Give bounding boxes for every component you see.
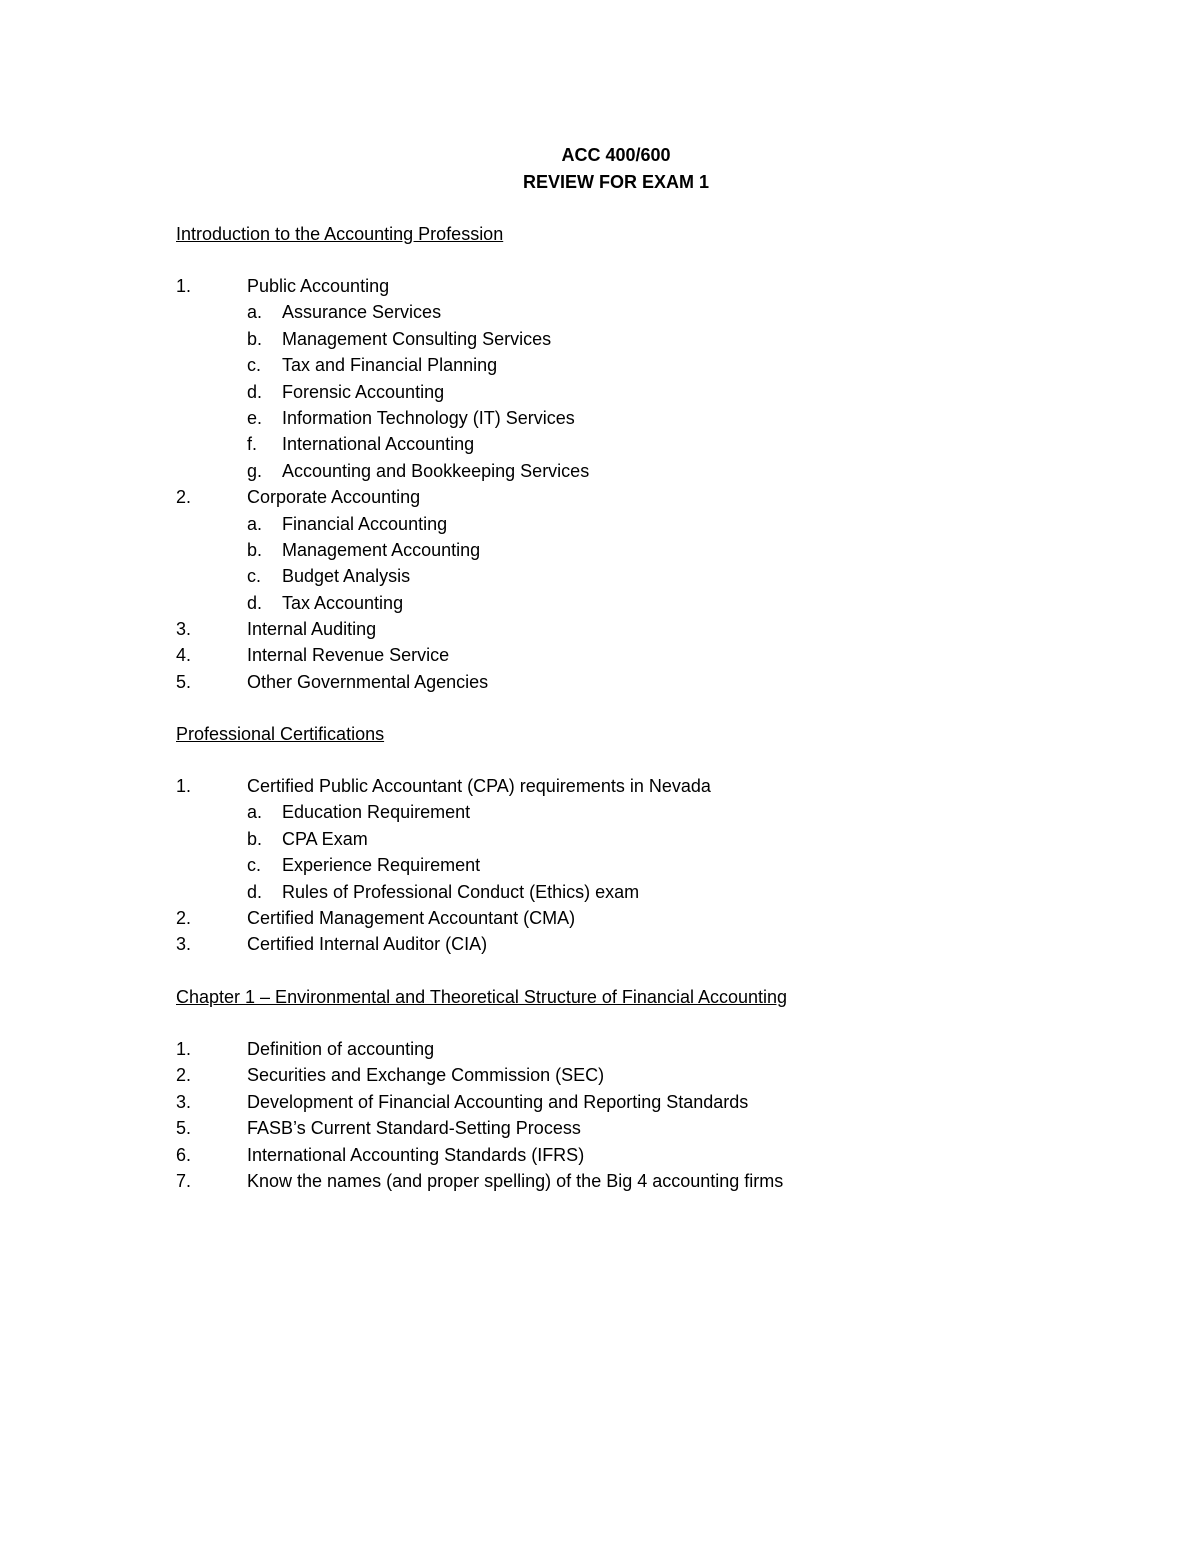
list-item-number: 1. xyxy=(176,276,192,296)
sub-list-item xyxy=(176,352,503,378)
section-chapter-1 xyxy=(176,984,787,1194)
sub-list-item xyxy=(176,852,481,878)
section-intro-accounting-profession xyxy=(176,221,590,695)
sub-list-item xyxy=(176,563,503,589)
sub-list-item-text: Rules of Professional Conduct (Ethics) exam xyxy=(282,881,640,902)
list-item xyxy=(176,484,503,510)
list-item xyxy=(176,1115,787,1141)
sub-list-item-letter: c. xyxy=(247,566,262,587)
sub-list-item-letter: a. xyxy=(247,513,263,534)
sub-list-item-text: CPA Exam xyxy=(282,828,368,849)
sub-list-item xyxy=(176,431,503,457)
sub-list-item xyxy=(176,826,384,852)
sub-list-item-text: Management Consulting Services xyxy=(282,328,552,349)
list-item-number: 1. xyxy=(176,1039,192,1059)
numbered-list xyxy=(176,773,711,958)
sub-list-item-text: Forensic Accounting xyxy=(282,381,445,402)
document-subtitle: REVIEW FOR EXAM 1 xyxy=(522,172,710,192)
sub-list-item xyxy=(176,537,503,563)
sub-list-item-letter: b. xyxy=(247,828,263,849)
list-item-number: 5. xyxy=(176,671,192,692)
sub-list-item-text: Tax and Financial Planning xyxy=(282,355,498,376)
list-item-number: 2. xyxy=(176,1065,192,1086)
list-item-text: Securities and Exchange Commission (SEC) xyxy=(247,1065,605,1086)
sub-list-item xyxy=(176,379,503,405)
sub-list-item xyxy=(176,879,640,905)
sub-list-item-text: Assurance Services xyxy=(282,302,442,323)
list-item xyxy=(176,273,503,299)
list-item-text: Other Governmental Agencies xyxy=(247,671,489,692)
list-item-text: Definition of accounting xyxy=(247,1039,435,1059)
sub-list-item-letter: d. xyxy=(247,881,263,902)
section-heading: Introduction to the Accounting Profession xyxy=(176,224,504,244)
list-item-text: International Accounting Standards (IFRS) xyxy=(247,1144,585,1165)
list-item xyxy=(176,642,503,668)
sub-list-item-letter: a. xyxy=(247,802,263,823)
section-professional-certifications xyxy=(176,721,711,958)
list-item-number: 2. xyxy=(176,487,192,508)
sub-list-item-text: Experience Requirement xyxy=(282,855,481,876)
list-item-text: Know the names (and proper spelling) of the Big 4 accounting firms xyxy=(247,1170,784,1191)
list-item xyxy=(176,616,503,642)
list-item-number: 6. xyxy=(176,1144,192,1165)
list-item xyxy=(176,931,488,957)
list-item-number: 7. xyxy=(176,1170,192,1191)
document-title-block xyxy=(0,142,1200,196)
sub-list-item-text: Education Requirement xyxy=(282,802,471,823)
numbered-list xyxy=(176,273,590,695)
sub-list-item-text: International Accounting xyxy=(282,434,475,455)
list-item xyxy=(176,1089,787,1115)
list-item-text: Internal Auditing xyxy=(247,619,377,640)
sub-list-item xyxy=(176,511,503,537)
section-heading: Chapter 1 – Environmental and Theoretical Structure of Financial Accounting xyxy=(176,987,788,1007)
sub-list-item-text: Accounting and Bookkeeping Services xyxy=(282,460,590,481)
sub-list-item-text: Information Technology (IT) Services xyxy=(282,407,575,428)
sub-list-item-text: Financial Accounting xyxy=(282,513,448,534)
sub-list-item-letter: d. xyxy=(247,381,263,402)
sub-list-item-text: Tax Accounting xyxy=(282,592,404,613)
sub-list-item xyxy=(176,299,503,325)
list-item-text: FASB’s Current Standard-Setting Process xyxy=(247,1118,581,1139)
course-title: ACC 400/600 xyxy=(561,145,671,165)
sub-list-item-letter: b. xyxy=(247,539,263,560)
sub-list-item-letter: e. xyxy=(247,407,263,428)
list-item xyxy=(176,905,576,931)
sub-list-item-letter: d. xyxy=(247,592,263,613)
list-item-number: 3. xyxy=(176,619,192,640)
sub-list-item-letter: f. xyxy=(247,434,258,455)
list-item-number: 4. xyxy=(176,645,192,666)
list-item-number: 3. xyxy=(176,1091,192,1112)
list-item-text: Internal Revenue Service xyxy=(247,645,450,666)
list-item xyxy=(176,773,711,799)
list-item-text: Certified Internal Auditor (CIA) xyxy=(247,934,488,955)
sub-list-item xyxy=(176,326,552,352)
list-item-number: 2. xyxy=(176,907,192,928)
sub-list-item xyxy=(176,590,503,616)
list-item-text: Public Accounting xyxy=(247,276,390,296)
section-heading: Professional Certifications xyxy=(176,724,385,744)
list-item xyxy=(176,1142,787,1168)
list-item xyxy=(176,1062,787,1088)
sub-list-item xyxy=(176,405,575,431)
numbered-list xyxy=(176,1036,787,1194)
list-item-number: 5. xyxy=(176,1118,192,1139)
sub-list-item-letter: b. xyxy=(247,328,263,349)
sub-list-item-letter: g. xyxy=(247,460,263,481)
list-item-text: Development of Financial Accounting and Reporting Standards xyxy=(247,1091,749,1112)
list-item xyxy=(176,1036,787,1062)
sub-list-item-letter: a. xyxy=(247,302,263,323)
sub-list-item-letter: c. xyxy=(247,355,262,376)
list-item-number: 1. xyxy=(176,776,192,796)
list-item-number: 3. xyxy=(176,934,192,955)
sub-list-item xyxy=(176,799,471,825)
list-item-text: Certified Public Accountant (CPA) requirements in Nevada xyxy=(247,776,711,796)
list-item-text: Certified Management Accountant (CMA) xyxy=(247,907,576,928)
sub-list-item-text: Budget Analysis xyxy=(282,566,411,587)
list-item-text: Corporate Accounting xyxy=(247,487,421,508)
sub-list-item xyxy=(176,458,590,484)
list-item xyxy=(176,1168,787,1194)
sub-list-item-letter: c. xyxy=(247,855,262,876)
list-item xyxy=(176,669,503,695)
sub-list-item-text: Management Accounting xyxy=(282,539,481,560)
